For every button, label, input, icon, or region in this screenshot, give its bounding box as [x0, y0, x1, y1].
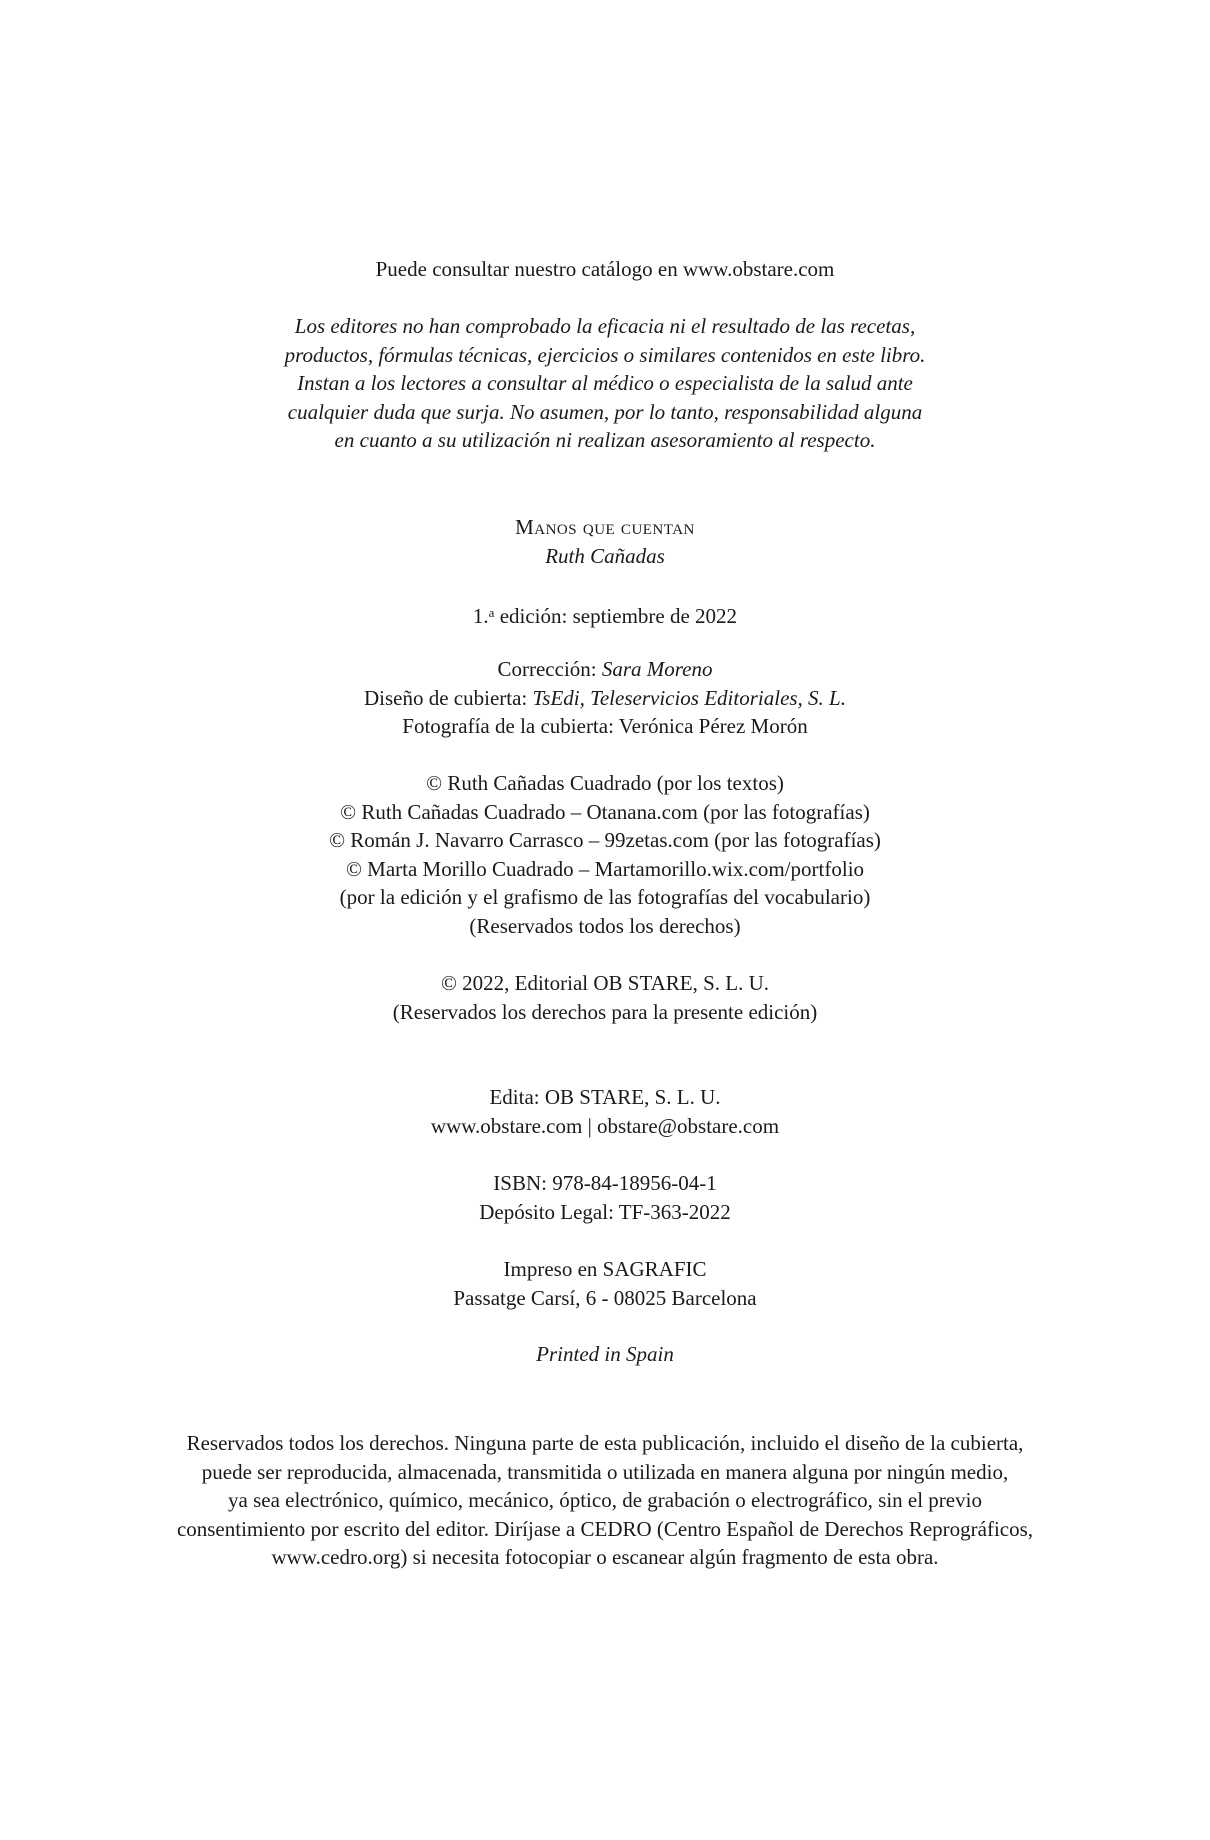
copyright-line: © Marta Morillo Cuadrado – Martamorillo.wix.com/portfolio [345, 856, 865, 881]
publisher-copyright: © 2022, Editorial OB STARE, S. L. U. [440, 971, 770, 995]
catalog-notice [0, 255, 1210, 284]
cover-design-credit [0, 684, 1210, 713]
edition-superscript: a [488, 605, 495, 620]
cover-design-label: Diseño de cubierta: [363, 685, 533, 710]
legal-notice-line: Reservados todos los derechos. Ninguna parte de esta publicación, incluido el diseño de la cubierta, [186, 1431, 1024, 1455]
copyright-line: © Ruth Cañadas Cuadrado (por los textos) [426, 771, 784, 795]
cover-photo-credit: Fotografía de la cubierta: Verónica Pérez Morón [402, 714, 808, 738]
registration-info [0, 1169, 1210, 1226]
correction-label: Corrección: [497, 657, 602, 681]
isbn: ISBN: 978-84-18956-04-1 [493, 1171, 717, 1195]
disclaimer-line: Los editores no han comprobado la eficacia ni el resultado de las recetas, [294, 314, 916, 338]
edition-info [0, 599, 1210, 631]
publisher-rights [0, 969, 1210, 1026]
printer-address: Passatge Carsí, 6 - 08025 Barcelona [453, 1285, 757, 1310]
correction-value: Sara Moreno [601, 657, 713, 681]
legal-notice-line: puede ser reproducida, almacenada, transmitida o utilizada en manera alguna por ningún medio, [201, 1459, 1009, 1484]
disclaimer-line: cualquier duda que surja. No asumen, por lo tanto, responsabilidad alguna [287, 399, 923, 424]
printer-name: Impreso en SAGRAFIC [503, 1257, 707, 1281]
copyright-notices [0, 769, 1210, 940]
legal-notice-line: www.cedro.org) si necesita fotocopiar o escanear algún fragmento de esta obra. [271, 1545, 939, 1569]
publisher-name: Edita: OB STARE, S. L. U. [489, 1085, 721, 1109]
disclaimer-line: Instan a los lectores a consultar al médico o especialista de la salud ante [297, 371, 913, 395]
copyright-line: (por la edición y el grafismo de las fotografías del vocabulario) [339, 885, 871, 909]
printer-info [0, 1255, 1210, 1312]
publisher-info [0, 1083, 1210, 1140]
publisher-rights-reserved: (Reservados los derechos para la presente edición) [392, 999, 818, 1024]
printed-in [0, 1340, 1210, 1369]
legal-deposit: Depósito Legal: TF-363-2022 [479, 1199, 731, 1224]
book-title: Manos que cuentan [515, 515, 695, 539]
credits [0, 655, 1210, 741]
copyright-line: © Ruth Cañadas Cuadrado – Otanana.com (por las fotografías) [340, 799, 870, 824]
copyright-line: (Reservados todos los derechos) [469, 913, 741, 938]
cover-design-value: TsEdi, Teleservicios Editoriales, S. L. [532, 685, 846, 710]
edition-number: 1. [472, 604, 489, 628]
correction-credit [0, 655, 1210, 684]
publisher-contact: www.obstare.com | obstare@obstare.com [430, 1113, 780, 1138]
legal-notice-line: ya sea electrónico, químico, mecánico, óptico, de grabación o electrográfico, sin el previo [228, 1488, 982, 1512]
legal-notice-line: consentimiento por escrito del editor. Diríjase a CEDRO (Centro Español de Derechos Reprográficos, [176, 1516, 1034, 1541]
book-author: Ruth Cañadas [545, 543, 665, 568]
copyright-line: © Román J. Navarro Carrasco – 99zetas.com (por las fotografías) [329, 828, 881, 852]
legal-notice [0, 1429, 1210, 1572]
edition-date: edición: septiembre de 2022 [494, 604, 738, 628]
disclaimer-line: productos, fórmulas técnicas, ejercicios o similares contenidos en este libro. [284, 342, 926, 367]
printed-in-text: Printed in Spain [536, 1342, 674, 1366]
edition-line [0, 599, 1210, 631]
disclaimer [0, 312, 1210, 455]
catalog-text: Puede consultar nuestro catálogo en www.obstare.com [375, 257, 835, 281]
book-info [0, 513, 1210, 570]
disclaimer-line: en cuanto a su utilización ni realizan asesoramiento al respecto. [334, 428, 876, 452]
